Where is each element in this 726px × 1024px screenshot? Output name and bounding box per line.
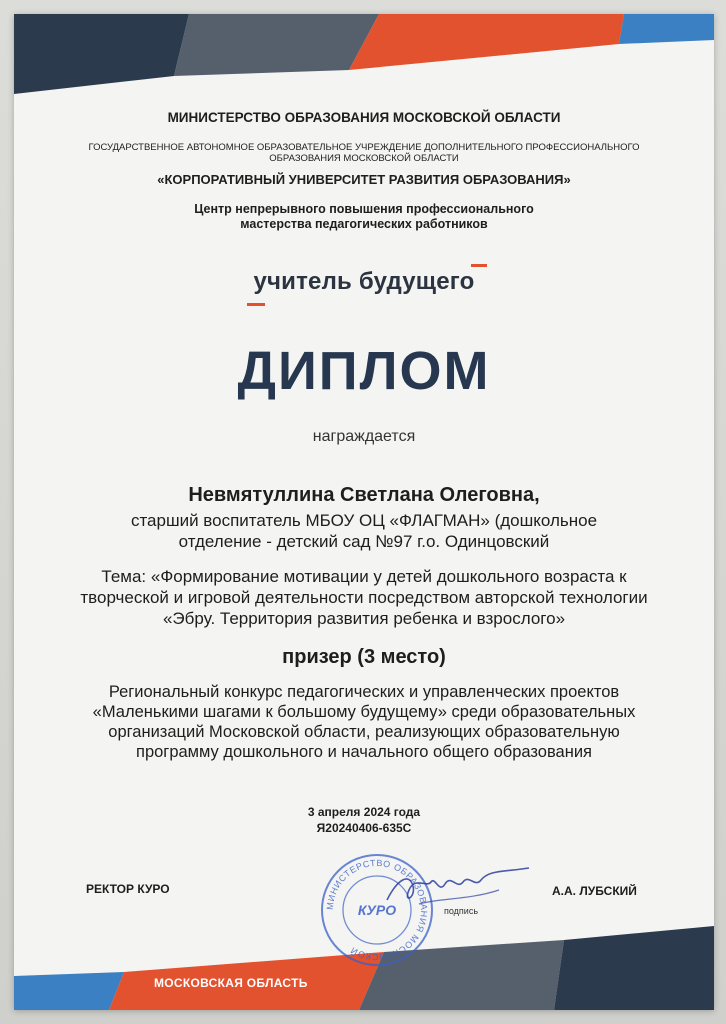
stamp-ring-text: МИНИСТЕРСТВО ОБРАЗОВАНИЯ МОСКОВСКОЙ (324, 857, 430, 963)
logo-accent-left (247, 303, 265, 306)
program-logo (14, 268, 714, 296)
recipient-name: Невмятуллина Светлана Олеговна, (188, 484, 540, 506)
stamp-center-text: КУРО (357, 902, 397, 918)
registration-number: Я20240406-635С (316, 821, 412, 835)
diploma-title: ДИПЛОМ (237, 341, 491, 401)
university-name: «КОРПОРАТИВНЫЙ УНИВЕРСИТЕТ РАЗВИТИЯ ОБРАЗОВАНИЯ» (157, 172, 571, 187)
prize-place: призер (3 место) (282, 646, 446, 668)
awarded-label: награждается (312, 428, 416, 445)
contest-description: Региональный конкурс педагогических и управленческих проектов «Маленькими шагами к большому будущему» среди образовательных организаций Московской области, реализующих образовательную программу дошкольного и начального общего образования (92, 683, 636, 761)
recipient-position: старший воспитатель МБОУ ОЦ «ФЛАГМАН» (дошкольное отделение - детский сад №97 г.о. Одинцовский (130, 511, 598, 551)
signer-name: А.А. ЛУБСКИЙ (552, 884, 637, 898)
signature-label: подпись (444, 906, 479, 916)
region-label: МОСКОВСКАЯ ОБЛАСТЬ (154, 976, 308, 990)
center-line-2: мастерства педагогических работников (240, 217, 488, 231)
project-theme: Тема: «Формирование мотивации у детей дошкольного возраста к творческой и игровой деятельности посредством авторской технологии «Эбру. Территория развития ребенка и взрослого» (80, 567, 648, 628)
institution-name: ГОСУДАРСТВЕННОЕ АВТОНОМНОЕ ОБРАЗОВАТЕЛЬНОЕ УЧРЕЖДЕНИЕ ДОПОЛНИТЕЛЬНОГО ПРОФЕССИОНАЛЬНОГО ОБРАЗОВАНИЯ МОСКОВСКОЙ ОБЛАСТИ (88, 142, 640, 164)
logo-text: учитель будущего (253, 268, 475, 295)
logo-accent-right (471, 264, 487, 267)
diploma-sheet (14, 14, 714, 1010)
center-name (14, 202, 714, 232)
issue-date: 3 апреля 2024 года (307, 805, 421, 819)
center-line-1: Центр непрерывного повышения профессионального (194, 202, 534, 216)
ministry-name: МИНИСТЕРСТВО ОБРАЗОВАНИЯ МОСКОВСКОЙ ОБЛАСТИ (167, 110, 561, 125)
rector-label: РЕКТОР КУРО (86, 882, 170, 896)
